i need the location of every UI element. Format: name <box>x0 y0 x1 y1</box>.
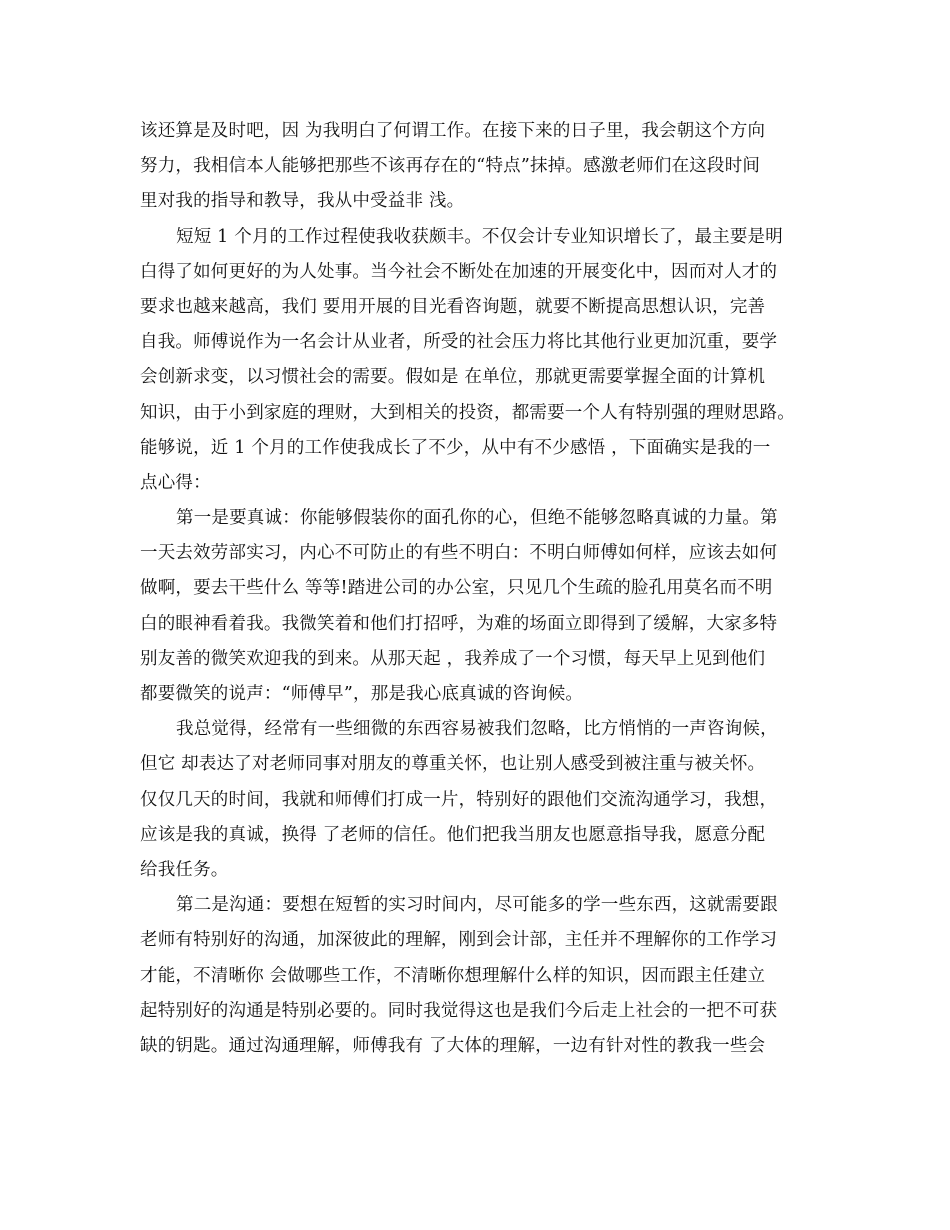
text-line: 该还算是及时吧，因 为我明白了何谓工作。在接下来的日子里，我会朝这个方向 <box>140 121 766 141</box>
text-line: 知识，由于小到家庭的理财，大到相关的投资，都需要一个人有特别强的理财思路。 <box>140 402 795 423</box>
text-line: 缺的钥匙。通过沟通理解，师傅我有 了大体的理解，一边有针对性的教我一些会 <box>140 1035 766 1056</box>
paragraph-harvest <box>140 220 830 502</box>
body-text <box>140 114 830 1064</box>
text-line: 一天去效劳部实习，内心不可防止的有些不明白：不明白师傅如何样，应该去如何 <box>140 543 778 564</box>
text-line: 短短 1 个月的工作过程使我收获颇丰。不仅会计专业知识增长了，最主要是明 <box>176 226 783 247</box>
text-line: 里对我的指导和教导，我从中受益非 浅。 <box>140 191 465 212</box>
text-line: 第二是沟通：要想在短暂的实习时间内，尽可能多的学一些东西，这就需要跟 <box>176 895 778 916</box>
text-line: 但它 却表达了对老师同事对朋友的尊重关怀，也让别人感受到被注重与被关怀。 <box>140 754 766 775</box>
text-line: 白得了如何更好的为人处事。当今社会不断处在加速的开展变化中，因而对人才的 <box>140 261 778 282</box>
text-line: 都要微笑的说声：“师傅早”，那是我心底真诚的咨询候。 <box>140 684 584 704</box>
text-line: 起特别好的沟通是特别必要的。同时我觉得这也是我们今后走上社会的一把不可获 <box>140 1000 778 1021</box>
text-line: 老师有特别好的沟通，加深彼此的理解，刚到会计部，主任并不理解你的工作学习 <box>140 930 778 951</box>
text-line: 应该是我的真诚，换得 了老师的信任。他们把我当朋友也愿意指导我，愿意分配 <box>140 824 766 845</box>
text-line: 给我任务。 <box>140 859 229 880</box>
text-line: 仅仅几天的时间，我就和师傅们打成一片，特别好的跟他们交流沟通学习，我想， <box>140 789 778 810</box>
text-line: 自我。师傅说作为一名会计从业者，所受的社会压力将比其他行业更加沉重，要学 <box>140 332 778 353</box>
paragraph-communication <box>140 888 830 1064</box>
paragraph-details <box>140 712 830 888</box>
text-line: 才能，不清晰你 会做哪些工作，不清晰你想理解什么样的知识，因而跟主任建立 <box>140 965 766 986</box>
paragraph-continuation <box>140 114 830 220</box>
text-line: 会创新求变，以习惯社会的需要。假如是 在单位，那就更需要掌握全面的计算机 <box>140 367 766 388</box>
text-line: 能够说，近 1 个月的工作使我成长了不少，从中有不少感悟 ，下面确实是我的一 <box>140 437 771 458</box>
text-line: 做啊，要去干些什么 等等!踏进公司的办公室，只见几个生疏的脸孔用莫名而不明 <box>140 578 773 599</box>
text-line: 努力，我相信本人能够把那些不该再存在的“特点”抹掉。感激老师们在这段时间 <box>140 156 761 177</box>
text-line: 点心得： <box>140 472 211 493</box>
text-line: 我总觉得，经常有一些细微的东西容易被我们忽略，比方悄悄的一声咨询候， <box>176 719 778 740</box>
text-line: 别友善的微笑欢迎我的到来。从那天起 ，我养成了一个习惯，每天早上见到他们 <box>140 648 766 669</box>
text-line: 第一是要真诚：你能够假装你的面孔你的心，但绝不能够忽略真诚的力量。第 <box>176 508 778 529</box>
paragraph-sincerity <box>140 501 830 712</box>
text-line: 要求也越来越高，我们 要用开展的目光看咨询题，就要不断提高思想认识，完善 <box>140 296 766 317</box>
text-line: 白的眼神看着我。我微笑着和他们打招呼，为难的场面立即得到了缓解，大家多特 <box>140 613 778 634</box>
